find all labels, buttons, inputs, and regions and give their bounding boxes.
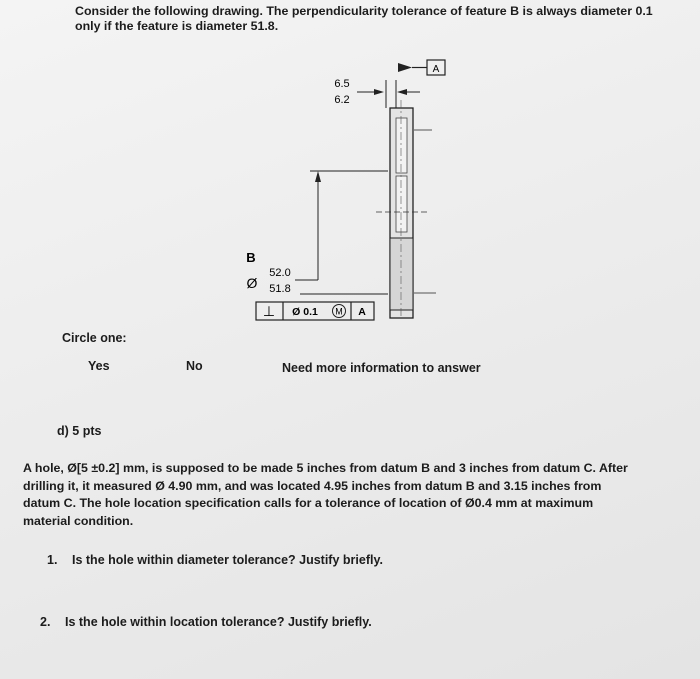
part-section [376,100,436,318]
fcf-tolerance-value: Ø 0.1 [292,306,318,318]
thickness-dimension [334,78,420,108]
diameter-upper-value: 52.0 [269,267,291,279]
datum-a-flag [398,60,445,75]
paragraph-line-4: material condition. [23,513,134,528]
question-2 [40,615,372,629]
answer-no[interactable]: No [186,359,203,373]
question-2-text: Is the hole within location tolerance? Justify briefly. [65,615,372,629]
answer-need-more-info[interactable]: Need more information to answer [282,361,481,375]
paragraph-line-1: A hole, Ø[5 ±0.2] mm, is supposed to be made 5 inches from datum B and 3 inches from datum C. After [23,461,628,475]
question-1 [47,553,383,567]
diameter-arrow-top [315,171,321,182]
intro-line-1: Consider the following drawing. The perpendicularity tolerance of feature B is always diameter 0.1 [75,4,653,18]
tolerance-drawing [220,50,460,330]
answer-yes[interactable]: Yes [88,359,110,373]
question-1-number: 1. [47,553,58,567]
diameter-symbol: Ø [246,275,258,291]
intro-line-2: only if the feature is diameter 51.8. [75,19,279,33]
question-2-number: 2. [40,615,51,629]
paragraph-line-3: datum C. The hole location specification calls for a tolerance of location of Ø0.4 mm at maximum [23,496,594,510]
perpendicularity-symbol: ⊥ [262,303,276,319]
mmc-modifier: M [335,306,343,317]
feature-b-label: B [246,250,256,265]
question-1-text: Is the hole within diameter tolerance? Justify briefly. [72,553,383,567]
dim-lower-value: 6.2 [334,94,350,106]
datum-a-label: A [432,64,440,75]
part-d-heading: d) 5 pts [57,424,102,438]
part-d-paragraph [23,460,683,530]
fcf-datum-reference: A [358,306,366,318]
circle-one-prompt: Circle one: [62,331,127,345]
dim-upper-value: 6.5 [334,78,350,90]
problem-intro [75,4,653,34]
paragraph-line-2: drilling it, it measured Ø 4.90 mm, and was located 4.95 inches from datum B and 3.15 inches from [23,478,602,493]
feature-control-frame [256,302,374,320]
diameter-lower-value: 51.8 [269,283,291,295]
